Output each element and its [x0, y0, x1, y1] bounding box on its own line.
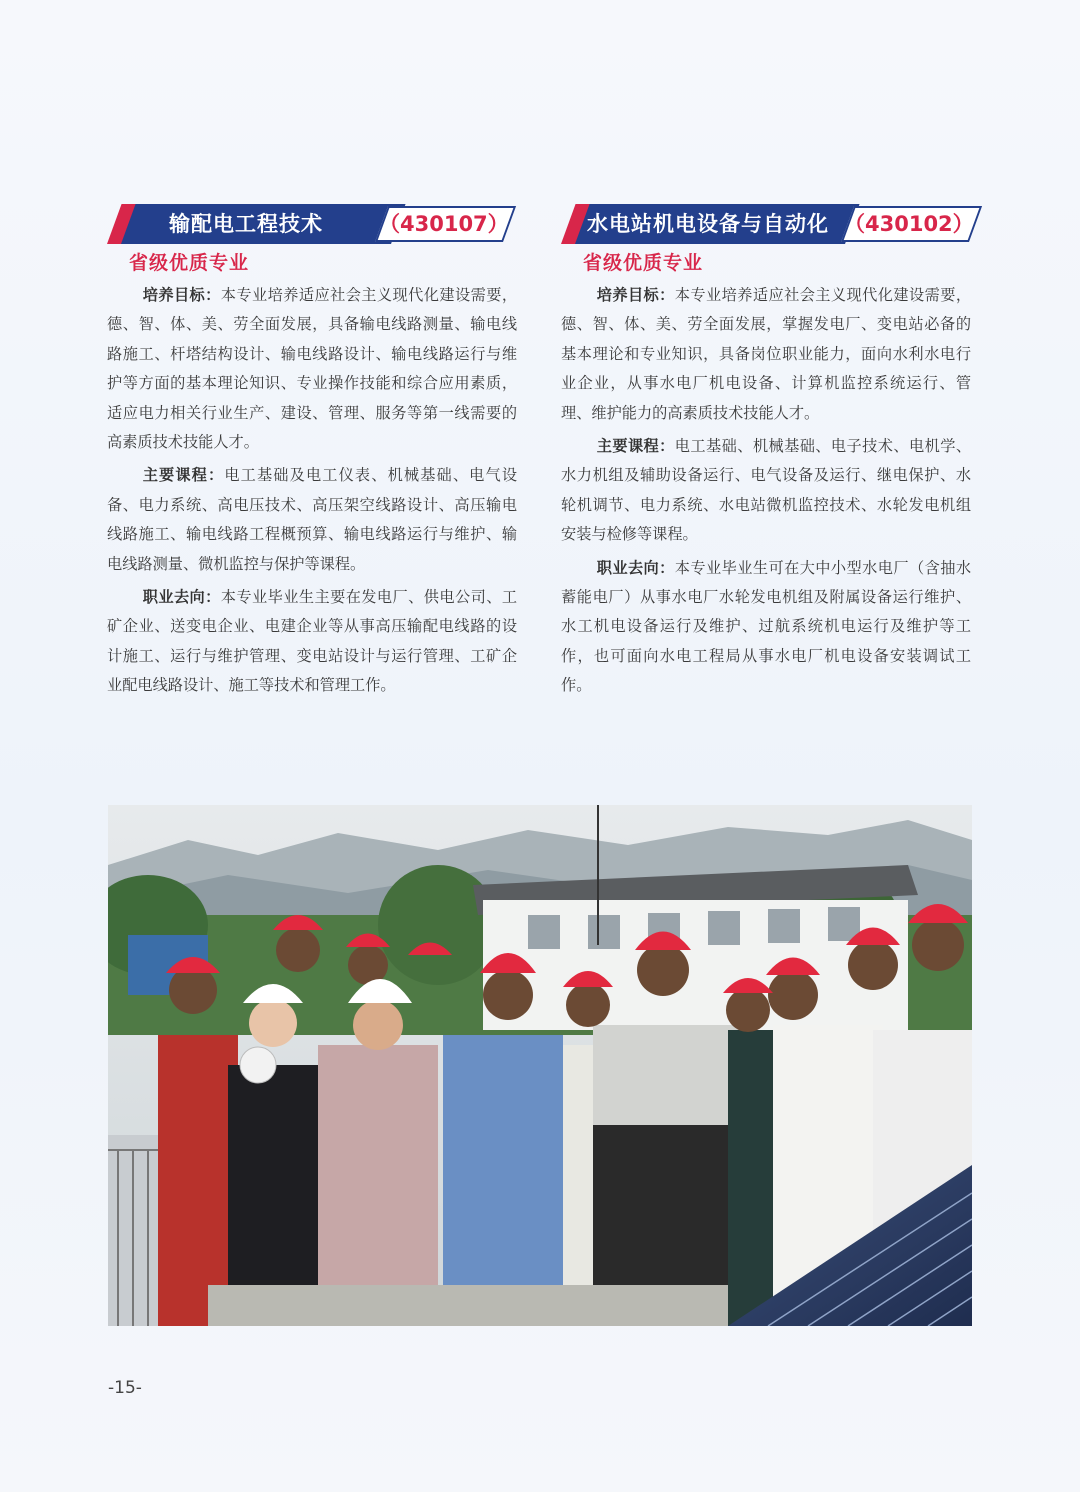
- career-direction: [561, 554, 971, 701]
- page-number: -15-: [108, 1378, 142, 1398]
- career-direction-label: 职业去向：: [142, 588, 221, 607]
- photo-illustration: [108, 805, 972, 1326]
- quality-badge: 省级优质专业: [129, 252, 250, 274]
- site-visit-photo: [108, 805, 972, 1326]
- main-courses: [561, 432, 971, 550]
- training-goal-text: 本专业培养适应社会主义现代化建设需要，德、智、体、美、劳全面发展，具备输电线路测量、输电线路施工、杆塔结构设计、输电线路设计、输电线路运行与维护等方面的基本理论知识、专业操作技能和综合应用素质，适应电力相关行业生产、建设、管理、服务等第一线需要的高素质技术技能人才。: [107, 286, 518, 452]
- main-courses-text: 电工基础、机械基础、电子技术、电机学、水力机组及辅助设备运行、电气设备及运行、继电保护、水轮机调节、电力系统、水电站微机监控技术、水轮发电机组安装与检修等课程。: [561, 437, 972, 544]
- main-courses-label: 主要课程：: [596, 437, 675, 456]
- major-section-power-transmission: [107, 204, 517, 705]
- quality-badge: 省级优质专业: [583, 252, 704, 274]
- major-section-hydropower: [561, 204, 974, 705]
- career-direction-text: 本专业毕业生主要在发电厂、供电公司、工矿企业、送变电企业、电建企业等从事高压输配电线路的设计施工、运行与维护管理、变电站设计与运行管理、工矿企业配电线路设计、施工等技术和管理工作。: [107, 588, 518, 695]
- section-banner: [107, 204, 517, 244]
- major-code: （430107）: [379, 212, 509, 236]
- training-goal-label: 培养目标：: [142, 286, 221, 304]
- career-direction-label: 职业去向：: [596, 558, 675, 577]
- main-courses-label: 主要课程：: [142, 466, 225, 485]
- major-title: 水电站机电设备与自动化: [587, 212, 829, 236]
- training-goal-label: 培养目标：: [596, 286, 675, 304]
- training-goal: [561, 281, 971, 428]
- training-goal-text: 本专业培养适应社会主义现代化建设需要，德、智、体、美、劳全面发展，掌握发电厂、变电站必备的基本理论和专业知识，具备岗位职业能力，面向水利水电行业企业，从事水电厂机电设备、计算机监控系统运行、管理、维护能力的高素质技术技能人才。: [561, 286, 972, 422]
- career-direction-text: 本专业毕业生可在大中小型水电厂（含抽水蓄能电厂）从事水电厂水轮发电机组及附属设备运行维护、水工机电设备运行及维护、过航系统机电运行及维护等工作，也可面向水电工程局从事水电厂机电设备安装调试工作。: [561, 558, 972, 695]
- major-code: （430102）: [844, 212, 974, 236]
- main-courses-text: 电工基础及电工仪表、机械基础、电气设备、电力系统、高电压技术、高压架空线路设计、高压输电线路施工、输电线路工程概预算、输电线路运行与维护、输电线路测量、微机监控与保护等课程。: [107, 466, 518, 573]
- major-title: 输配电工程技术: [169, 212, 323, 236]
- section-banner: [561, 204, 974, 244]
- training-goal: [107, 281, 517, 457]
- main-courses: [107, 461, 517, 579]
- career-direction: [107, 583, 517, 701]
